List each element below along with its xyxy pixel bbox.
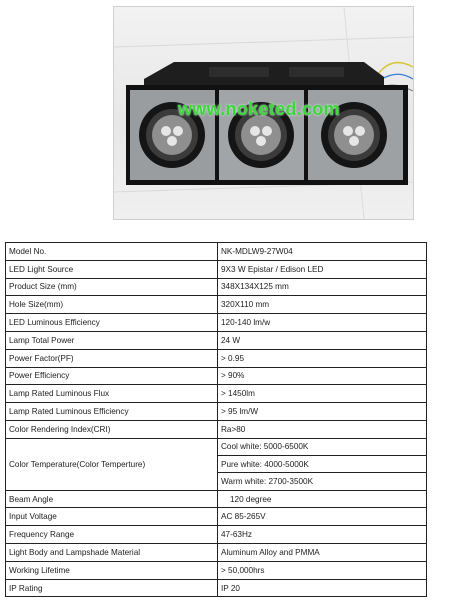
- spec-value: 24 W: [218, 331, 427, 349]
- spec-value: 47-63Hz: [218, 526, 427, 544]
- spec-value: > 0.95: [218, 349, 427, 367]
- spec-value: Warm white: 2700-3500K: [218, 473, 427, 490]
- product-photo: [113, 6, 414, 220]
- spec-label: Model No.: [6, 243, 218, 261]
- spec-value: > 50,000hrs: [218, 561, 427, 579]
- spec-table: [5, 242, 427, 597]
- spec-label: Power Factor(PF): [6, 349, 218, 367]
- spec-value: NK-MDLW9-27W04: [218, 243, 427, 261]
- spec-label: Hole Size(mm): [6, 296, 218, 314]
- spec-label: Input Voltage: [6, 508, 218, 526]
- spec-label: Product Size (mm): [6, 278, 218, 296]
- spec-value: > 95 lm/W: [218, 403, 427, 421]
- table-row: [6, 526, 427, 544]
- spec-label: LED Luminous Efficiency: [6, 314, 218, 332]
- spec-label: Frequency Range: [6, 526, 218, 544]
- spec-label: Power Efficiency: [6, 367, 218, 385]
- spec-value: > 90%: [218, 367, 427, 385]
- spec-value: 9X3 W Epistar / Edison LED: [218, 260, 427, 278]
- spec-value: Cool white: 5000-6500K: [218, 438, 427, 455]
- spec-value: > 1450lm: [218, 385, 427, 403]
- table-row: [6, 403, 427, 421]
- spec-value: 120-140 lm/w: [218, 314, 427, 332]
- table-row: [6, 349, 427, 367]
- table-row: [6, 331, 427, 349]
- spec-label: Working Lifetime: [6, 561, 218, 579]
- spec-value: Pure white: 4000-5000K: [218, 456, 427, 473]
- table-row: [6, 278, 427, 296]
- spec-label: Lamp Rated Luminous Flux: [6, 385, 218, 403]
- spec-label: LED Light Source: [6, 260, 218, 278]
- spec-label: Lamp Total Power: [6, 331, 218, 349]
- spec-label: Lamp Rated Luminous Efficiency: [6, 403, 218, 421]
- table-row: [6, 579, 427, 597]
- table-row: [6, 367, 427, 385]
- spec-label: Color Temperature(Color Temperture): [6, 438, 218, 490]
- spec-label: Light Body and Lampshade Material: [6, 544, 218, 562]
- table-row: [6, 420, 427, 438]
- table-row: [6, 314, 427, 332]
- spec-label: IP Rating: [6, 579, 218, 597]
- table-row: [6, 243, 427, 261]
- spec-label: Beam Angle: [6, 490, 218, 508]
- table-row: [6, 544, 427, 562]
- photo-watermark: www.noketed.com: [178, 99, 340, 119]
- spec-label: Color Rendering Index(CRI): [6, 420, 218, 438]
- spec-value: AC 85-265V: [218, 508, 427, 526]
- table-row: [6, 438, 427, 455]
- spec-value: 348X134X125 mm: [218, 278, 427, 296]
- spec-value: 320X110 mm: [218, 296, 427, 314]
- table-row: [6, 508, 427, 526]
- spec-value: Ra>80: [218, 420, 427, 438]
- table-row: [6, 296, 427, 314]
- spec-value: 120 degree: [218, 490, 427, 508]
- table-row: [6, 561, 427, 579]
- table-row: [6, 260, 427, 278]
- spec-value: Aluminum Alloy and PMMA: [218, 544, 427, 562]
- spec-value: IP 20: [218, 579, 427, 597]
- table-row: [6, 385, 427, 403]
- table-row: [6, 490, 427, 508]
